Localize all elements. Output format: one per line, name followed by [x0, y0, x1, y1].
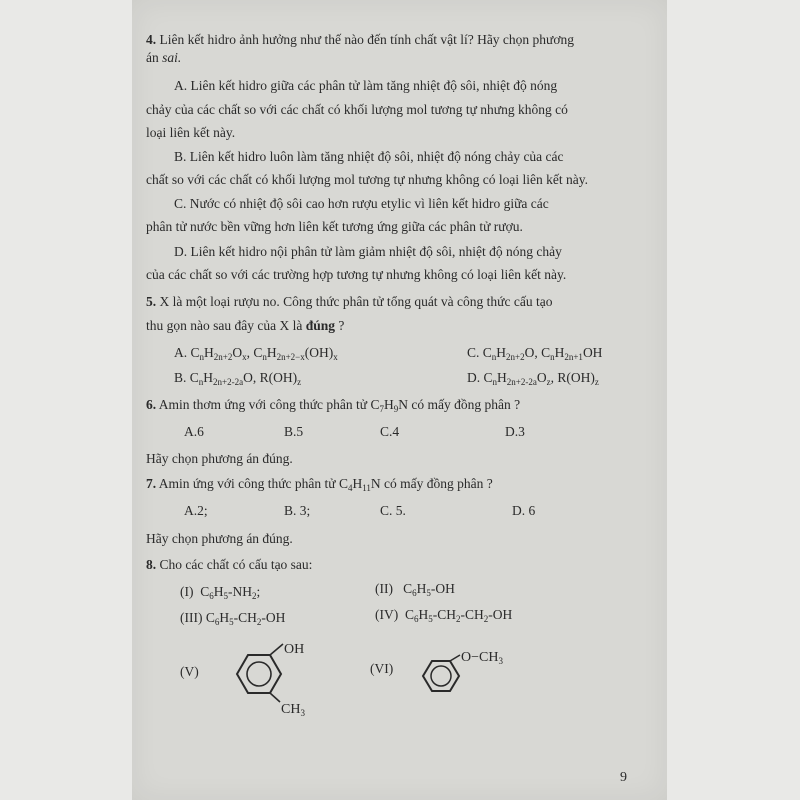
page-number: 9 — [620, 770, 627, 785]
q7-option-c: C. 5. — [380, 503, 406, 518]
q5-option-c: C. $C_nH_{2n+2}O$, $C_nH_{2n+1}OH$ — [467, 345, 603, 362]
q6-question: 6. Amin thơm ứng với công thức phân tử $C_7H_9N$ có mấy đồng phân ? — [146, 397, 521, 414]
q8-compound-i: (I) $C_6H_5-NH_2$; — [180, 584, 261, 601]
q7-option-b: B. 3; — [284, 503, 311, 518]
q5-option-b: B. $C_nH_{2n+2-2a}O$, $R(OH)_z$ — [174, 370, 302, 387]
q8-question: 8. Cho các chất có cấu tạo sau: — [146, 557, 313, 572]
q4-option-a: A. Liên kết hidro giữa các phân tử làm tăng nhiệt độ sôi, nhiệt độ nóng — [174, 78, 558, 93]
q4-option-a-line3: loại liên kết này. — [146, 125, 236, 140]
q6-option-c: C.4 — [380, 424, 400, 439]
compound-vi-structure — [415, 645, 550, 705]
q7-option-a: A.2; — [184, 503, 208, 518]
q4-option-b: B. Liên kết hidro luôn làm tăng nhiệt độ sôi, nhiệt độ nóng chảy của các — [174, 149, 564, 164]
q6-option-d: D.3 — [505, 424, 525, 439]
q5-question: 5. X là một loại rượu no. Công thức phân tử tổng quát và công thức cấu tạo — [146, 294, 553, 309]
q4-option-c: C. Nước có nhiệt độ sôi cao hơn rượu etylic vì liên kết hidro giữa các — [174, 196, 549, 211]
q4-option-c-line2: phân tử nước bền vững hơn liên kết tương ứng giữa các phân tử rượu. — [146, 219, 523, 234]
q4-option-b-line2: chất so với các chất có khối lượng mol tương tự nhưng không có loại liên kết này. — [146, 172, 588, 187]
q4-option-a-line2: chảy của các chất so với các chất có khối lượng mol tương tự nhưng không có — [146, 102, 568, 117]
book-page — [132, 0, 667, 800]
q8-compound-iii: (III) $C_6H_5-CH_2-OH$ — [180, 610, 286, 627]
q8-compound-v-label: (V) — [180, 664, 199, 679]
q8-compound-iv: (IV) $C_6H_5-CH_2-CH_2-OH$ — [375, 607, 513, 624]
compound-v-structure — [220, 640, 330, 718]
q8-compound-ii: (II) $C_6H_5-OH$ — [375, 581, 455, 598]
q7-option-d: D. 6 — [512, 503, 536, 518]
q5-option-d: D. $C_nH_{2n+2-2a}O_z$, $R(OH)_z$ — [467, 370, 599, 387]
compound-vi-group: $O-CH_3$ — [461, 650, 503, 666]
q5-question-line2: thu gọn nào sau đây của X là đúng ? — [146, 318, 345, 333]
q7-question: 7. Amin ứng với công thức phân tử $C_4H_{11}N$ có mấy đồng phân ? — [146, 476, 493, 493]
q6-option-b: B.5 — [284, 424, 304, 439]
q7-instruction: Hãy chọn phương án đúng. — [146, 531, 293, 546]
q4-question: 4. Liên kết hidro ảnh hưởng như thế nào đến tính chất vật lí? Hãy chọn phương — [146, 32, 575, 47]
compound-v-ch3: $CH_3$ — [281, 702, 305, 718]
q4-option-d-line2: của các chất so với các trường hợp tương tự nhưng không có loại liên kết này. — [146, 267, 567, 282]
q5-option-a: A. $C_nH_{2n+2}O_x$, $C_nH_{2n+2-x}(OH)_x$ — [174, 345, 338, 362]
q6-instruction: Hãy chọn phương án đúng. — [146, 451, 293, 466]
q8-compound-vi-label: (VI) — [370, 661, 394, 676]
q4-question-line2: án sai. — [146, 50, 182, 65]
compound-v-oh: OH — [284, 642, 305, 657]
q4-option-d: D. Liên kết hidro nội phân tử làm giảm nhiệt độ sôi, nhiệt độ nóng chảy — [174, 244, 562, 259]
q6-option-a: A.6 — [184, 424, 204, 439]
